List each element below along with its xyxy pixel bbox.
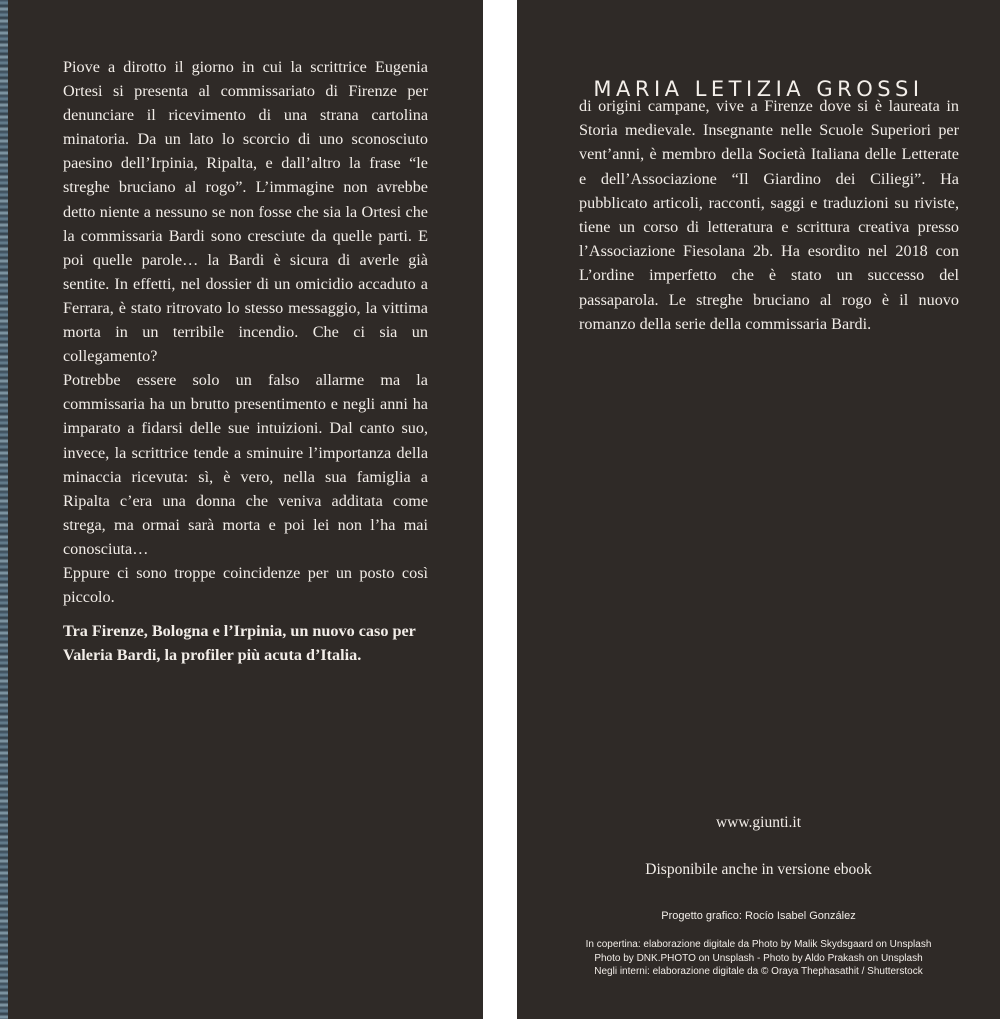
synopsis-paragraph: Eppure ci sono troppe coincidenze per un posto così piccolo.	[63, 563, 428, 607]
ebook-notice: Disponibile anche in versione ebook	[645, 861, 872, 878]
synopsis-paragraph: Potrebbe essere solo un falso allarme ma la commissaria ha un brutto presentimento e negli anni ha imparato a fidarsi delle sue intuizioni. Dal canto suo, invece, la scrittrice tende a sminuire l’importanza della minaccia ricevuta: sì, è vero, nella sua famiglia a Ripalta c’era una donna che veniva additata come strega, ma ormai sarà morta e poi lei non l’ha mai conosciuta…	[63, 371, 428, 558]
cover-credit-line: In copertina: elaborazione digitale da Photo by Malik Skydsgaard on Unsplash	[585, 939, 932, 950]
right-flap	[517, 0, 1000, 1019]
design-credit: Progetto grafico: Rocío Isabel González	[661, 910, 856, 922]
cover-credit-line: Photo by DNK.PHOTO on Unsplash - Photo by Aldo Prakash on Unsplash	[594, 952, 923, 964]
cover-credits	[517, 938, 1000, 979]
cover-edge-strip	[0, 0, 8, 1019]
left-flap	[8, 0, 483, 1019]
author-name: MARIA LETIZIA GROSSI	[593, 77, 924, 102]
synopsis	[63, 55, 428, 667]
publisher-website[interactable]: www.giunti.it	[715, 814, 802, 831]
synopsis-paragraph: Piove a dirotto il giorno in cui la scrittrice Eugenia Ortesi si presenta al commissariato di Firenze per denunciare il ricevimento di una strana cartolina minatoria. Da un lato lo scorcio di uno sconosciuto paesino dell’Irpinia, Ripalta, e dall’altro la frase “le streghe bruciano al rogo”. L’immagine non avrebbe detto niente a nessuno se non fosse che sia la Ortesi che la commissaria Bardi sono cresciute da quelle parti. E poi quelle parole… la Bardi è sicura di averle già sentite. In effetti, nel dossier di un omicidio accaduto a Ferrara, è stato ritrovato lo stesso messaggio, la vittima morta in un terribile incendio. Che ci sia un collegamento?	[63, 58, 428, 366]
cover-credit-line: Negli interni: elaborazione digitale da © Oraya Thephasathit / Shutterstock	[594, 966, 923, 977]
synopsis-tagline: Tra Firenze, Bologna e l’Irpinia, un nuovo caso per Valeria Bardi, la profiler più acuta d’Italia.	[63, 622, 416, 665]
author-bio: di origini campane, vive a Firenze dove si è laureata in Storia medievale. Insegnante nelle Scuole Superiori per vent’anni, è membro della Società Italiana delle Letterate e dell’Associazione “Il Giardino dei Ciliegi”. Ha pubblicato articoli, racconti, saggi e traduzioni su riviste, tiene un corso di letteratura e scrittura creativa presso l’Associazione Fiesolana 2b. Ha esordito nel 2018 con L’ordine imperfetto che è stato un successo del passaparola. Le streghe bruciano al rogo è il nuovo romanzo della serie della commissaria Bardi.	[579, 97, 959, 333]
